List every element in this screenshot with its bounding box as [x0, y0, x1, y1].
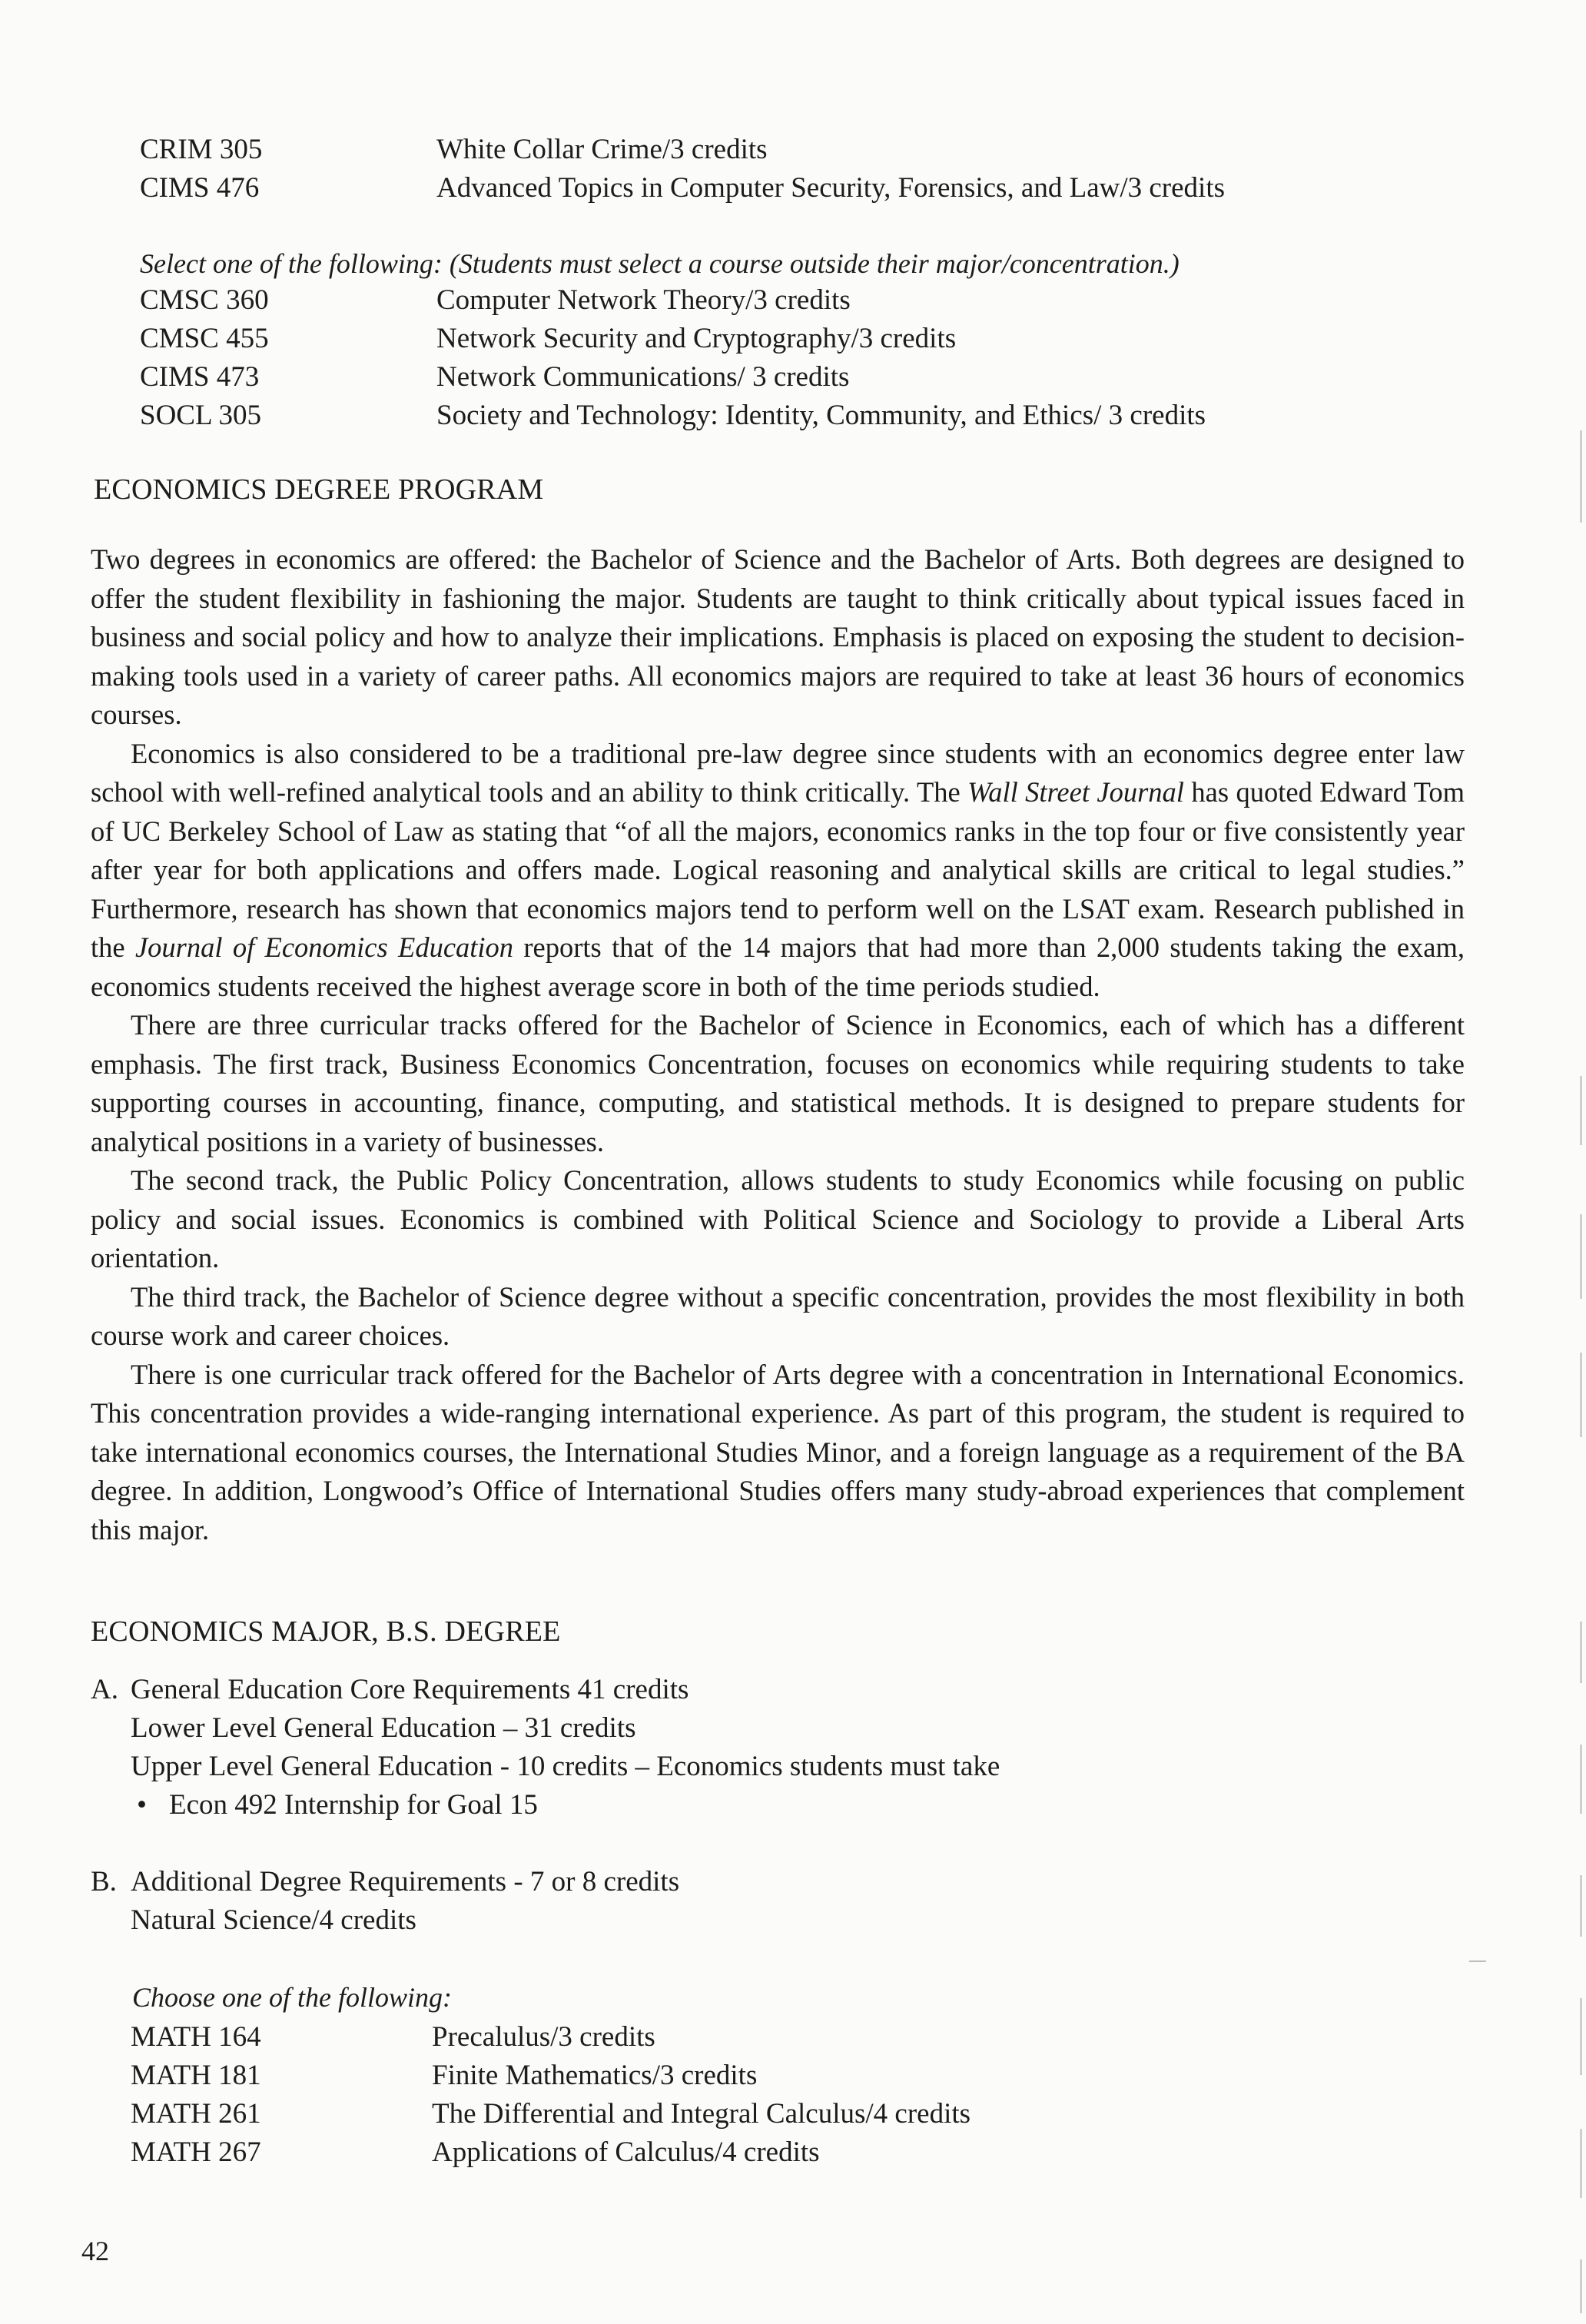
- course-row: [140, 320, 1446, 358]
- course-row: [131, 2018, 1283, 2057]
- requirement-line: Lower Level General Education – 31 credits: [131, 1712, 636, 1744]
- paragraph-text: Economics is also considered to be a traditional pre-law degree since students with an economics degree enter law school with well-refined analytical tools and an ability to think critically. The: [91, 737, 1465, 808]
- course-title: Advanced Topics in Computer Security, Forensics, and Law/3 credits: [436, 172, 1225, 204]
- course-title: Network Communications/ 3 credits: [436, 361, 850, 393]
- requirement-line: Econ 492 Internship for Goal 15: [169, 1789, 538, 1821]
- choose-note: Choose one of the following:: [132, 1982, 452, 2013]
- bullet: •: [137, 1789, 147, 1821]
- course-code: CMSC 360: [140, 284, 269, 316]
- paragraph: [91, 735, 1465, 1007]
- requirement-line: General Education Core Requirements 41 credits: [131, 1674, 689, 1705]
- course-code: MATH 164: [131, 2021, 261, 2053]
- course-row: [131, 2057, 1283, 2095]
- paragraph: Two degrees in economics are offered: the Bachelor of Science and the Bachelor of Arts. Both degrees are designed to offer the student flexibility in fashioning the major. Students are taught to think critically about typical issues faced in business and social policy and how to analyze their implications. Emphasis is placed on exposing the student to decision-making tools used in a variety of career paths. All economics majors are required to take at least 36 hours of economics courses.: [91, 543, 1465, 730]
- scan-edge-mark: [1580, 1214, 1582, 1299]
- list-label: B.: [91, 1866, 117, 1897]
- scan-edge-mark: [1580, 1998, 1582, 2075]
- course-row: [140, 358, 1446, 397]
- course-title: Precalulus/3 credits: [432, 2021, 655, 2053]
- section-heading: ECONOMICS MAJOR, B.S. DEGREE: [91, 1615, 561, 1648]
- paragraph-text: has quoted Edward Tom of UC Berkeley School of Law as stating that “of all the majors, economics ranks in the top four or five consistently year after year for both applications and offers made. Logical reasoning and analytical skills are critical to legal studies.” Furthermore, research has shown that economics majors tend to perform well on the LSAT exam. Research published in the: [91, 776, 1465, 963]
- course-code: MATH 261: [131, 2098, 261, 2130]
- scan-edge-mark: [1580, 2129, 1582, 2198]
- publication-title: Wall Street Journal: [967, 776, 1184, 808]
- course-row: [131, 2133, 1283, 2172]
- paragraph: There are three curricular tracks offered for the Bachelor of Science in Economics, each of which has a different emphasis. The first track, Business Economics Concentration, focuses on economics while requiring students to take supporting courses in accounting, finance, computing, and statistical methods. It is designed to prepare students for analytical positions in a variety of businesses.: [91, 1009, 1465, 1157]
- requirement-line: Additional Degree Requirements - 7 or 8 credits: [131, 1866, 680, 1897]
- course-title: The Differential and Integral Calculus/4 credits: [432, 2098, 971, 2130]
- scan-edge-mark: [1580, 1745, 1582, 1814]
- course-code: CIMS 476: [140, 172, 260, 204]
- course-code: MATH 181: [131, 2060, 261, 2091]
- scan-edge-mark: [1580, 1622, 1582, 1683]
- scan-edge-mark: [1580, 430, 1582, 523]
- page-number: 42: [81, 2236, 109, 2266]
- course-row: [131, 2095, 1283, 2133]
- course-code: CIMS 473: [140, 361, 260, 393]
- course-title: Society and Technology: Identity, Community, and Ethics/ 3 credits: [436, 400, 1206, 431]
- select-note: Select one of the following: (Students must select a course outside their major/concentration.): [140, 248, 1180, 279]
- course-code: MATH 267: [131, 2136, 261, 2168]
- program-description: [91, 540, 1465, 1549]
- course-title: Computer Network Theory/3 credits: [436, 284, 851, 316]
- paragraph: There is one curricular track offered for the Bachelor of Arts degree with a concentration in International Economics. This concentration provides a wide-ranging international experience. As part of this program, the student is required to take international economics courses, the International Studies Minor, and a foreign language as a requirement of the BA degree. In addition, Longwood’s Office of International Studies offers many study-abroad experiences that complement this major.: [91, 1358, 1465, 1545]
- list-label: A.: [91, 1674, 118, 1705]
- scan-edge-mark: [1580, 1875, 1582, 1937]
- scan-edge-mark: [1580, 1353, 1582, 1437]
- scan-edge-mark: [1580, 1076, 1582, 1145]
- course-title: Applications of Calculus/4 credits: [432, 2136, 820, 2168]
- course-title: Network Security and Cryptography/3 credits: [436, 323, 957, 354]
- course-title: Finite Mathematics/3 credits: [432, 2060, 758, 2091]
- paragraph: The third track, the Bachelor of Science degree without a specific concentration, provides the most flexibility in both course work and career choices.: [91, 1280, 1465, 1351]
- requirement-line: Natural Science/4 credits: [131, 1904, 416, 1936]
- course-code: SOCL 305: [140, 400, 261, 431]
- scan-edge-mark: [1580, 2259, 1582, 2313]
- scan-dash-mark: [1469, 1960, 1486, 1962]
- course-row: [140, 131, 1446, 169]
- paragraph: The second track, the Public Policy Concentration, allows students to study Economics while focusing on public policy and social issues. Economics is combined with Political Science and Sociology to provide a Liberal Arts orientation.: [91, 1164, 1465, 1273]
- section-heading: ECONOMICS DEGREE PROGRAM: [94, 473, 544, 506]
- course-row: [140, 397, 1446, 435]
- course-title: White Collar Crime/3 credits: [436, 134, 768, 165]
- course-code: CRIM 305: [140, 134, 263, 165]
- course-row: [140, 169, 1446, 208]
- publication-title: Journal of Economics Education: [134, 931, 514, 963]
- course-code: CMSC 455: [140, 323, 269, 354]
- paragraph-text: reports that of the 14 majors that had more than 2,000 students taking the exam, economics students received the highest average score in both of the time periods studied.: [91, 931, 1465, 1002]
- requirement-line: Upper Level General Education - 10 credits – Economics students must take: [131, 1751, 1000, 1782]
- course-row: [140, 281, 1446, 320]
